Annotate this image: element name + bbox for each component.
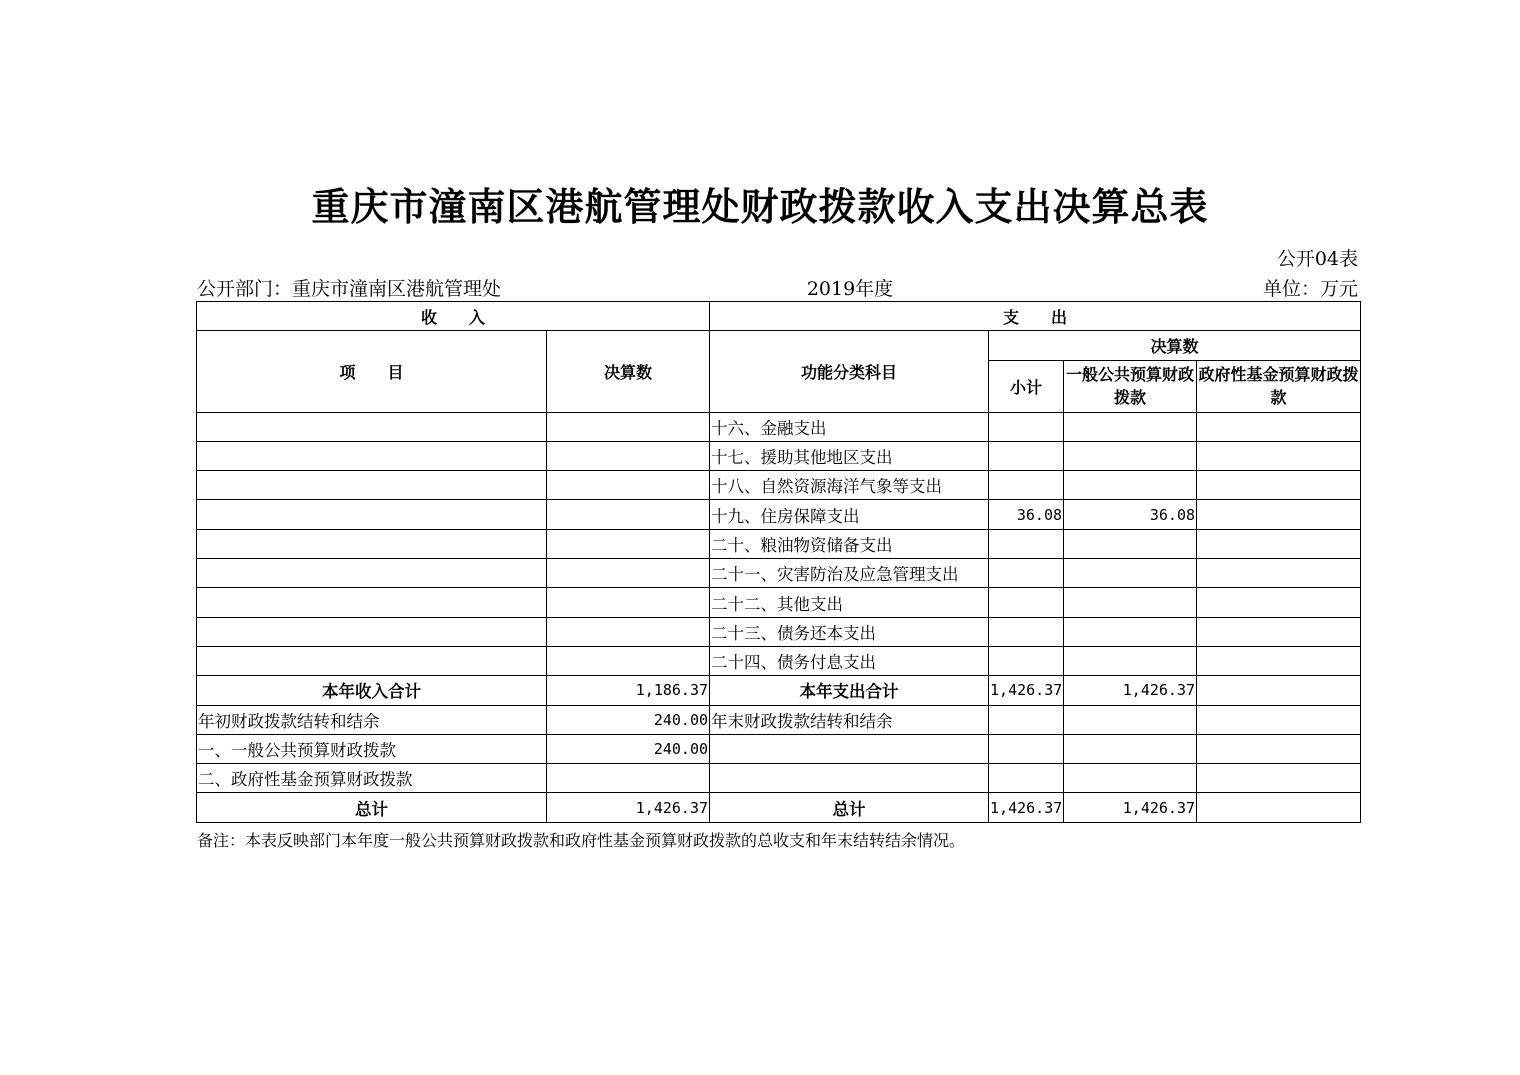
table-row	[197, 559, 1361, 588]
income-amount-cell	[547, 441, 710, 470]
income-item-cell: 二、政府性基金预算财政拨款	[197, 764, 547, 793]
expense-header: 支 出	[710, 302, 1361, 331]
gov-fund-cell	[1197, 412, 1361, 441]
general-budget-cell	[1064, 529, 1197, 558]
table-row	[197, 471, 1361, 500]
general-budget-cell	[1064, 559, 1197, 588]
table-row	[197, 412, 1361, 441]
gov-fund-cell	[1197, 646, 1361, 675]
income-amount-cell	[547, 471, 710, 500]
subtotal-cell	[989, 764, 1064, 793]
income-item-cell: 总计	[197, 793, 547, 822]
general-budget-cell	[1064, 734, 1197, 763]
subtotal-cell	[989, 734, 1064, 763]
table-row	[197, 500, 1361, 529]
subtotal-cell	[989, 646, 1064, 675]
income-amount-cell	[547, 412, 710, 441]
unit-label: 单位：万元	[1262, 278, 1358, 300]
subtotal-cell	[989, 529, 1064, 558]
gov-fund-cell	[1197, 559, 1361, 588]
table-row	[197, 588, 1361, 617]
income-amount-cell	[547, 617, 710, 646]
expense-item-cell: 十八、自然资源海洋气象等支出	[710, 471, 989, 500]
income-amount-cell	[547, 646, 710, 675]
expense-item-cell: 总计	[710, 793, 989, 822]
table-row	[197, 529, 1361, 558]
expense-item-cell: 十六、金融支出	[710, 412, 989, 441]
budget-table	[196, 301, 1361, 823]
gov-fund-cell	[1197, 500, 1361, 529]
general-budget-cell	[1064, 588, 1197, 617]
general-budget-cell	[1064, 705, 1197, 734]
subtotal-cell	[989, 471, 1064, 500]
gov-fund-cell	[1197, 529, 1361, 558]
subtotal-cell	[989, 705, 1064, 734]
income-item-cell	[197, 646, 547, 675]
income-amount-cell	[547, 500, 710, 529]
general-budget-cell: 1,426.37	[1064, 676, 1197, 705]
income-item-cell	[197, 529, 547, 558]
income-item-cell	[197, 559, 547, 588]
income-amount-cell: 1,426.37	[547, 793, 710, 822]
subtotal-cell	[989, 559, 1064, 588]
income-amount-cell: 1,186.37	[547, 676, 710, 705]
subtotal-cell	[989, 412, 1064, 441]
expense-amount-header: 决算数	[989, 331, 1361, 360]
gov-fund-cell	[1197, 676, 1361, 705]
general-budget-cell: 36.08	[1064, 500, 1197, 529]
page-title: 重庆市潼南区港航管理处财政拨款收入支出决算总表	[311, 185, 1209, 229]
table-row	[197, 793, 1361, 822]
gov-fund-header: 政府性基金预算财政拨款	[1197, 360, 1361, 412]
expense-item-cell: 十七、援助其他地区支出	[710, 441, 989, 470]
subtotal-header: 小计	[989, 360, 1064, 412]
table-number: 公开04表	[1276, 248, 1358, 270]
subtotal-cell	[989, 441, 1064, 470]
income-item-cell	[197, 500, 547, 529]
general-budget-cell	[1064, 471, 1197, 500]
expense-item-cell: 二十二、其他支出	[710, 588, 989, 617]
gov-fund-cell	[1197, 764, 1361, 793]
table-row	[197, 617, 1361, 646]
general-budget-cell	[1064, 412, 1197, 441]
income-item-cell	[197, 617, 547, 646]
income-item-cell: 年初财政拨款结转和结余	[197, 705, 547, 734]
expense-item-cell: 二十三、债务还本支出	[710, 617, 989, 646]
subtotal-cell: 36.08	[989, 500, 1064, 529]
expense-item-cell: 年末财政拨款结转和结余	[710, 705, 989, 734]
department-label: 公开部门：重庆市潼南区港航管理处	[197, 278, 502, 300]
general-budget-cell	[1064, 441, 1197, 470]
fiscal-year: 2019年度	[806, 278, 894, 300]
subtotal-cell	[989, 617, 1064, 646]
income-amount-cell	[547, 529, 710, 558]
income-amount-cell	[547, 588, 710, 617]
gov-fund-cell	[1197, 617, 1361, 646]
table-row	[197, 646, 1361, 675]
expense-item-cell: 二十、粮油物资储备支出	[710, 529, 989, 558]
header-row-2	[197, 331, 1361, 360]
general-budget-cell	[1064, 764, 1197, 793]
table-row	[197, 705, 1361, 734]
income-item-cell	[197, 588, 547, 617]
income-item-cell	[197, 412, 547, 441]
income-item-cell	[197, 471, 547, 500]
income-amount-cell: 240.00	[547, 705, 710, 734]
income-item-cell	[197, 441, 547, 470]
gov-fund-cell	[1197, 734, 1361, 763]
general-budget-cell	[1064, 617, 1197, 646]
footnote: 备注：本表反映部门本年度一般公共预算财政拨款和政府性基金预算财政拨款的总收支和年末结转结余情况。	[197, 831, 966, 850]
income-amount-cell	[547, 764, 710, 793]
table-row	[197, 676, 1361, 705]
general-budget-cell	[1064, 646, 1197, 675]
income-amount-cell	[547, 559, 710, 588]
income-amount-cell: 240.00	[547, 734, 710, 763]
header-row-1	[197, 302, 1361, 331]
table-row	[197, 441, 1361, 470]
expense-item-cell: 二十一、灾害防治及应急管理支出	[710, 559, 989, 588]
subtotal-cell: 1,426.37	[989, 793, 1064, 822]
general-budget-header: 一般公共预算财政拨款	[1064, 360, 1197, 412]
amount-header: 决算数	[547, 331, 710, 412]
income-item-cell: 一、一般公共预算财政拨款	[197, 734, 547, 763]
func-category-header: 功能分类科目	[710, 331, 989, 412]
income-header: 收 入	[197, 302, 710, 331]
income-item-cell: 本年收入合计	[197, 676, 547, 705]
table-row	[197, 734, 1361, 763]
subtotal-cell	[989, 588, 1064, 617]
subtotal-cell: 1,426.37	[989, 676, 1064, 705]
expense-item-cell: 本年支出合计	[710, 676, 989, 705]
gov-fund-cell	[1197, 588, 1361, 617]
expense-item-cell: 二十四、债务付息支出	[710, 646, 989, 675]
expense-item-cell	[710, 734, 989, 763]
table-row	[197, 764, 1361, 793]
general-budget-cell: 1,426.37	[1064, 793, 1197, 822]
gov-fund-cell	[1197, 793, 1361, 822]
gov-fund-cell	[1197, 471, 1361, 500]
gov-fund-cell	[1197, 441, 1361, 470]
expense-item-cell	[710, 764, 989, 793]
item-header: 项 目	[197, 331, 547, 412]
gov-fund-cell	[1197, 705, 1361, 734]
expense-item-cell: 十九、住房保障支出	[710, 500, 989, 529]
